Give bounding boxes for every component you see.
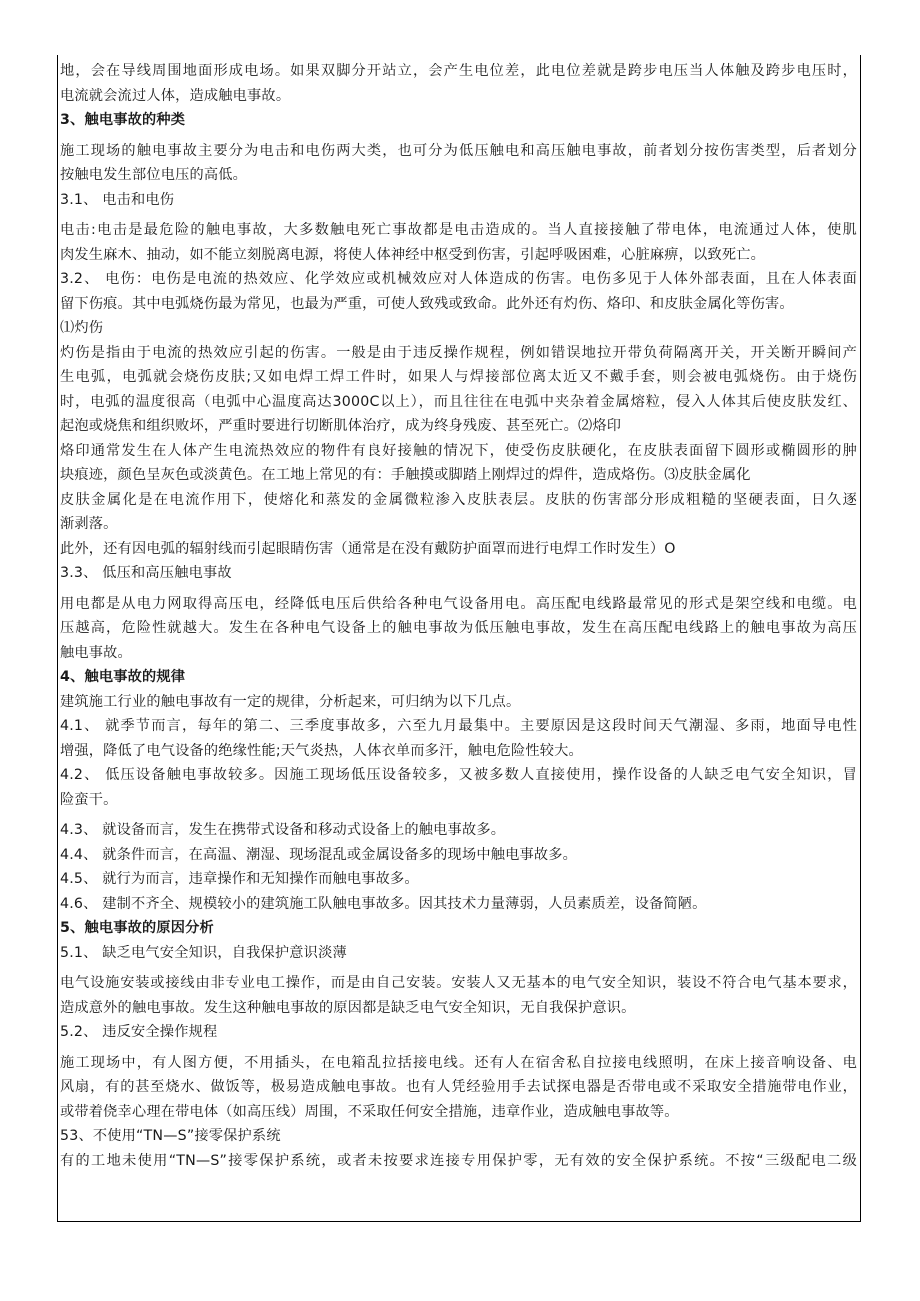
text-line: 电击:电击是最危险的触电事故，大多数触电死亡事故都是电击造成的。当人直接接触了带电体，电流通过人体，使肌	[60, 222, 857, 238]
text-line: 压越高，危险性就越大。发生在各种电气设备上的触电事故为低压触电事故，发生在高压配电线路上的触电事故为高压	[60, 620, 857, 636]
text-line: 有的工地未使用“TN—S”接零保护系统，或者未按要求连接专用保护零，无有效的安全保护系统。不按“三级配电二级	[60, 1152, 857, 1169]
text-line: 烙印通常发生在人体产生电流热效应的物件有良好接触的情况下，使受伤皮肤硬化，在皮肤表面留下圆形或椭圆形的肿	[60, 442, 857, 459]
text-line: 起泡或烧焦和组织败坏，严重时要进行切断肌体治疗，成为终身残废、甚至死亡。⑵烙印	[60, 418, 622, 434]
text-line: 电气设施安装或接线由非专业电工操作，而是由自己安装。安装人又无基本的电气安全知识，装设不符合电气基本要求，	[60, 975, 857, 991]
text-line: 灼伤是指由于电流的热效应引起的伤害。一般是由于违反操作规程，例如错误地拉开带负荷隔离开关，开关断开瞬间产	[60, 344, 857, 361]
section-heading: 5、触电事故的原因分析	[60, 920, 214, 936]
text-line: 施工现场的触电事故主要分为电击和电伤两大类，也可分为低压触电和高压触电事故，前者划分按伤害类型，后者划分	[60, 142, 857, 159]
text-line: 皮肤金属化是在电流作用下，使熔化和蒸发的金属微粒渗入皮肤表层。皮肤的伤害部分形成粗糙的坚硬表面，日久逐	[60, 491, 857, 508]
text-line: 险蛮干。	[60, 791, 118, 808]
text-line: 3.3、 低压和高压触电事故	[60, 565, 232, 581]
text-line: 增强，降低了电气设备的绝缘性能;天气炎热，人体衣单而多汗，触电危险性较大。	[60, 742, 583, 759]
text-line: 时，电弧的温度很高（电弧中心温度高达3000C以上），而且往往在电弧中夹杂着金属熔粒，侵入人体其后使皮肤发红、	[60, 393, 857, 410]
text-line: 建筑施工行业的触电事故有一定的规律，分析起来，可归纳为以下几点。	[60, 693, 521, 710]
text-line: 生电弧，电弧就会烧伤皮肤;又如电焊工焊工件时，如果人与焊接部位离太近又不戴手套，则会被电弧烧伤。由于烧伤	[60, 369, 857, 385]
text-line: 4.3、 就设备而言，发生在携带式设备和移动式设备上的触电事故多。	[60, 822, 506, 838]
text-line: 4.2、 低压设备触电事故较多。因施工现场低压设备较多，又被多数人直接使用，操作设备的人缺乏电气安全知识，冒	[60, 767, 857, 783]
text-line: 此外，还有因电弧的辐射线而引起眼睛伤害（通常是在没有戴防护面罩而进行电焊工作时发生）O	[60, 540, 676, 557]
text-line: 施工现场中，有人图方便，不用插头，在电箱乱拉括接电线。还有人在宿舍私自拉接电线照明，在床上接音响设备、电	[60, 1054, 857, 1071]
text-line: 3.2、 电伤：电伤是电流的热效应、化学效应或机械效应对人体造成的伤害。电伤多见于人体外部表面，且在人体表面	[60, 271, 857, 287]
text-line: ⑴灼伤	[60, 320, 104, 336]
text-line: 地，会在导线周围地面形成电场。如果双脚分开站立，会产生电位差，此电位差就是跨步电压当人体触及跨步电压时，	[60, 63, 857, 79]
text-line: 3.1、 电击和电伤	[60, 191, 175, 208]
text-line: 4.4、 就条件而言，在高温、潮湿、现场混乱或金属设备多的现场中触电事故多。	[60, 846, 578, 863]
text-line: 渐剥落。	[60, 516, 118, 532]
text-line: 按触电发生部位电压的高低。	[60, 167, 248, 183]
text-line: 电流就会流过人体，造成触电事故。	[60, 87, 291, 104]
text-line: 4.1、 就季节而言，每年的第二、三季度事故多，六至九月最集中。主要原因是这段时间天气潮湿、多雨，地面导电性	[60, 718, 857, 734]
text-line: 用电都是从电力网取得高压电，经降低电压后供给各种电气设备用电。高压配电线路最常见的形式是架空线和电缆。电	[60, 595, 857, 612]
text-line: 留下伤痕。其中电弧烧伤最为常见，也最为严重，可使人致残或致命。此外还有灼伤、烙印、和皮肤金属化等伤害。	[60, 295, 794, 312]
text-line: 造成意外的触电事故。发生这种触电事故的原因都是缺乏电气安全知识，无自我保护意识。	[60, 999, 636, 1016]
text-line: 5.1、 缺乏电气安全知识，自我保护意识淡薄	[60, 944, 347, 961]
document-body	[60, 59, 857, 1173]
document-table-cell	[57, 55, 861, 1222]
text-line: 块痕迹，颜色呈灰色或淡黄色。在工地上常见的有：手触摸或脚踏上刚焊过的焊件，造成烙伤。⑶皮肤金属化	[60, 467, 751, 483]
text-line: 53、不使用“TN—S”接零保护系统	[60, 1128, 281, 1144]
text-line: 4.6、 建制不齐全、规模较小的建筑施工队触电事故多。因其技术力量薄弱，人员素质差，设备简陋。	[60, 895, 707, 912]
section-heading: 3、触电事故的种类	[60, 112, 186, 128]
text-line: 肉发生麻木、抽动，如不能立刻脱离电源，将使人体神经中枢受到伤害，引起呼吸困难，心脏麻痹，以致死亡。	[60, 246, 765, 263]
text-line: 风扇，有的甚至烧水、做饭等，极易造成触电事故。也有人凭经验用手去试探电器是否带电或不采取安全措施带电作业，	[60, 1079, 857, 1095]
text-line: 或带着侥幸心理在带电体（如高压线）周围，不采取任何安全措施，违章作业，造成触电事故等。	[60, 1103, 679, 1120]
section-heading: 4、触电事故的规律	[60, 669, 186, 685]
text-line: 5.2、 违反安全操作规程	[60, 1024, 218, 1040]
text-line: 触电事故。	[60, 644, 132, 661]
text-line: 4.5、 就行为而言，违章操作和无知操作而触电事故多。	[60, 871, 419, 887]
